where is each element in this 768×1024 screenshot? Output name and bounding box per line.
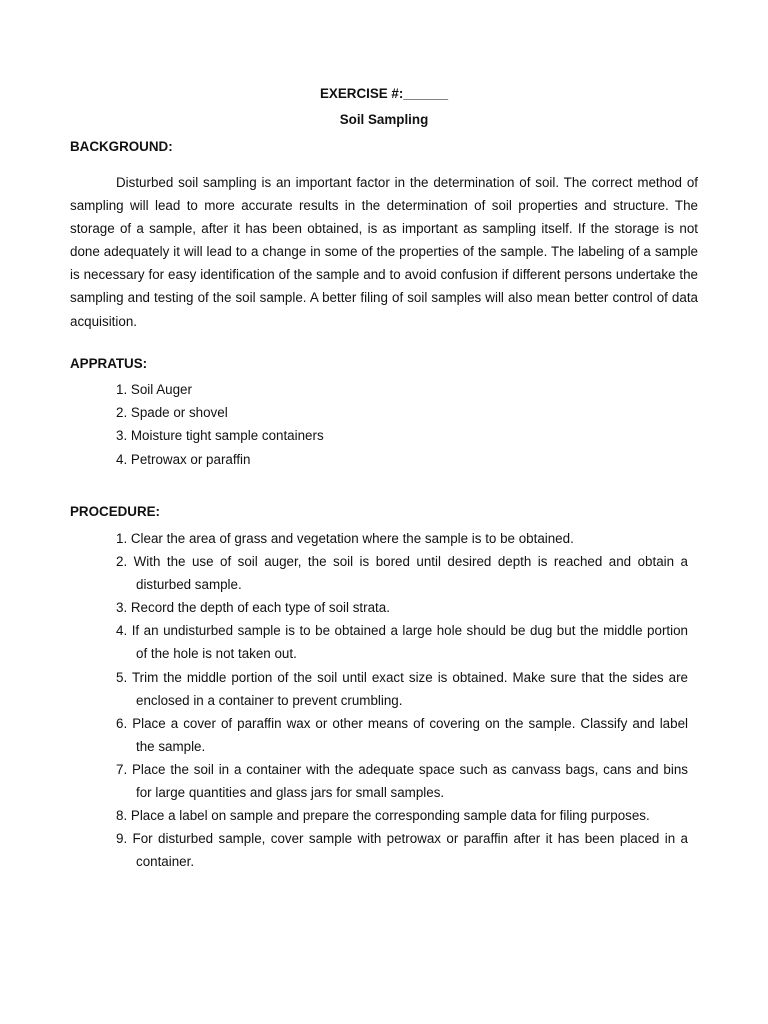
apparatus-item: 4. Petrowax or paraffin — [116, 451, 251, 467]
procedure-step: 2. With the use of soil auger, the soil is bored until desired depth is reached and obtain a disturbed sample. — [116, 554, 688, 593]
procedure-step: 9. For disturbed sample, cover sample with petrowax or paraffin after it has been placed in a container. — [116, 831, 688, 870]
procedure-step: 3. Record the depth of each type of soil strata. — [116, 600, 390, 616]
procedure-step: 4. If an undisturbed sample is to be obtained a large hole should be dug but the middle portion of the hole is not taken out. — [116, 623, 688, 662]
procedure-step: 5. Trim the middle portion of the soil until exact size is obtained. Make sure that the sides are enclosed in a container to prevent crumbling. — [116, 669, 688, 708]
apparatus-heading: APPRATUS: — [70, 356, 148, 371]
apparatus-item: 2. Spade or shovel — [116, 405, 228, 421]
procedure-step: 1. Clear the area of grass and vegetation where the sample is to be obtained. — [116, 531, 574, 546]
apparatus-list — [116, 378, 324, 471]
document-title: Soil Sampling — [339, 112, 429, 127]
background-paragraph: Disturbed soil sampling is an important factor in the determination of soil. The correct method of sampling will lead to more accurate results in the determination of soil properties and structure. The storage of a sample, after it has been obtained, is as important as sampling itself. If the storage is not done adequately it will lead to a change in some of the properties of the sample. The labeling of a sample is necessary for easy identification of the sample and to avoid confusion if different persons undertake the sampling and testing of the soil sample. A better filing of soil samples will also mean better control of data acquisition. — [70, 175, 698, 329]
background-heading: BACKGROUND: — [70, 139, 173, 154]
apparatus-item: 3. Moisture tight sample containers — [116, 428, 324, 444]
procedure-list — [116, 527, 688, 873]
procedure-step: 6. Place a cover of paraffin wax or other means of covering on the sample. Classify and label the sample. — [116, 715, 688, 754]
apparatus-item: 1. Soil Auger — [116, 382, 192, 397]
procedure-step: 8. Place a label on sample and prepare the corresponding sample data for filing purposes. — [116, 808, 650, 824]
exercise-number-label: EXERCISE #:______ — [319, 86, 449, 101]
procedure-heading: PROCEDURE: — [70, 504, 161, 519]
procedure-step: 7. Place the soil in a container with the adequate space such as canvass bags, cans and bins for large quantities and glass jars for small samples. — [116, 761, 688, 801]
